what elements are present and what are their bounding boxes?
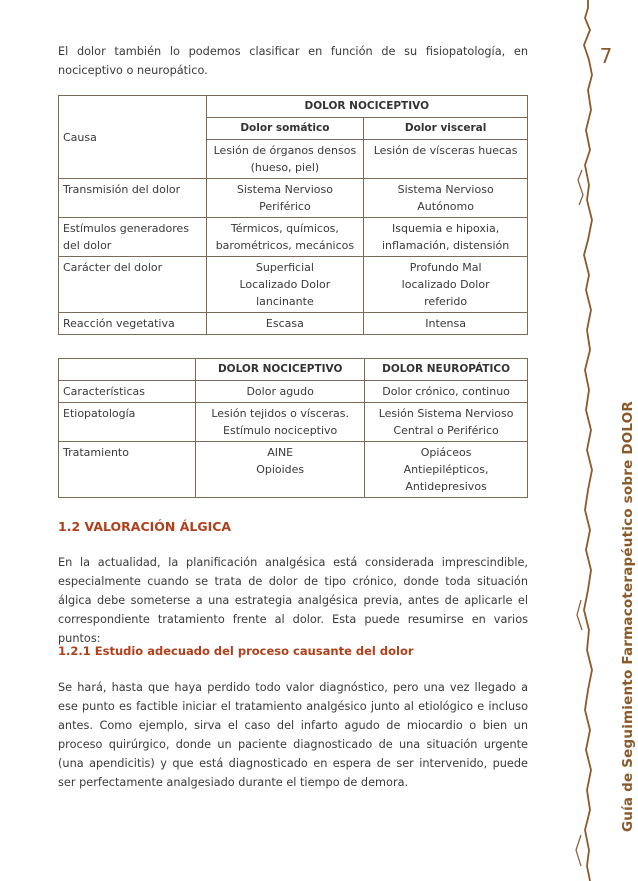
table-cell: Dolor agudo xyxy=(196,381,365,403)
table-cell: Isquemia e hipoxia, inflamación, distensión xyxy=(364,218,528,257)
table-cell: Lesión de vísceras huecas xyxy=(364,140,528,179)
column-header: DOLOR NEUROPÁTICO xyxy=(365,359,528,381)
table-row xyxy=(59,257,528,313)
table-row xyxy=(59,218,528,257)
table-cell: Características xyxy=(59,381,196,403)
table-cell: Tratamiento xyxy=(59,442,196,498)
table-row xyxy=(59,381,528,403)
subsection-heading: 1.2.1 Estudio adecuado del proceso causante del dolor xyxy=(58,644,414,658)
table-cell: Lesión tejidos o vísceras. Estímulo nociceptivo xyxy=(196,403,365,442)
table-cell: Sistema Nervioso Autónomo xyxy=(364,179,528,218)
section-paragraph: En la actualidad, la planificación analgésica está considerada imprescindible, especialmente cuando se trata de dolor de tipo crónico, donde toda situación álgica debe someterse a una estrategia analgésica previa, antes de aplicarle el correspondiente tratamiento frente al dolor. Esta puede resumirse en varios puntos: xyxy=(58,556,528,645)
nociceptive-types-table xyxy=(58,95,528,335)
column-header: Dolor visceral xyxy=(364,118,528,140)
running-title: Guía de Seguimiento Farmacoterapéutico sobre DOLOR xyxy=(620,401,636,832)
table-row xyxy=(59,359,528,381)
table-cell: Sistema Nervioso Periférico xyxy=(206,179,364,218)
table-row xyxy=(59,179,528,218)
table-cell: Carácter del dolor xyxy=(59,257,207,313)
table-cell: Dolor crónico, continuo xyxy=(365,381,528,403)
column-header: Dolor somático xyxy=(206,118,364,140)
table-cell: Reacción vegetativa xyxy=(59,313,207,335)
section-heading: 1.2 VALORACIÓN ÁLGICA xyxy=(58,519,232,534)
table-cell xyxy=(59,359,196,381)
table-cell: Térmicos, químicos, barométricos, mecánicos xyxy=(206,218,364,257)
table-row xyxy=(59,403,528,442)
table-cell: Lesión de órganos densos (hueso, piel) xyxy=(206,140,364,179)
table-cell: Superficial Localizado Dolor lancinante xyxy=(206,257,364,313)
table-cell: Estímulos generadores del dolor xyxy=(59,218,207,257)
table-cell: Opiáceos Antiepilépticos, Antidepresivos xyxy=(365,442,528,498)
table-cell: Lesión Sistema Nervioso Central o Periférico xyxy=(365,403,528,442)
table-group-header: DOLOR NOCICEPTIVO xyxy=(206,96,527,118)
table-row xyxy=(59,442,528,498)
table-cell: AINE Opioides xyxy=(196,442,365,498)
nociceptive-vs-neuropathic-table xyxy=(58,358,528,498)
table-row xyxy=(59,313,528,335)
table-cell: Transmisión del dolor xyxy=(59,179,207,218)
subsection-paragraph: Se hará, hasta que haya perdido todo valor diagnóstico, pero una vez llegado a ese punto es factible iniciar el tratamiento analgésico junto al etiológico e incluso antes. Como ejemplo, sirva el caso del infarto agudo de miocardio o bien un proceso quirúrgico, donde un paciente diagnosticado de una situación urgente (una apendicitis) y que está diagnosticado en espera de ser intervenido, puede ser perfectamente analgesiado durante el tiempo de demora. xyxy=(58,681,528,789)
table-cell: Profundo Mal localizado Dolor referido xyxy=(364,257,528,313)
column-header: DOLOR NOCICEPTIVO xyxy=(196,359,365,381)
table-cell: Escasa xyxy=(206,313,364,335)
table-cell: Etiopatología xyxy=(59,403,196,442)
table-row xyxy=(59,96,528,118)
page-number: 7 xyxy=(599,44,613,68)
table-cell: Intensa xyxy=(364,313,528,335)
table-cell: Causa xyxy=(59,96,207,179)
intro-paragraph: El dolor también lo podemos clasificar en función de su fisiopatología, en nociceptivo o neuropático. xyxy=(58,45,528,77)
